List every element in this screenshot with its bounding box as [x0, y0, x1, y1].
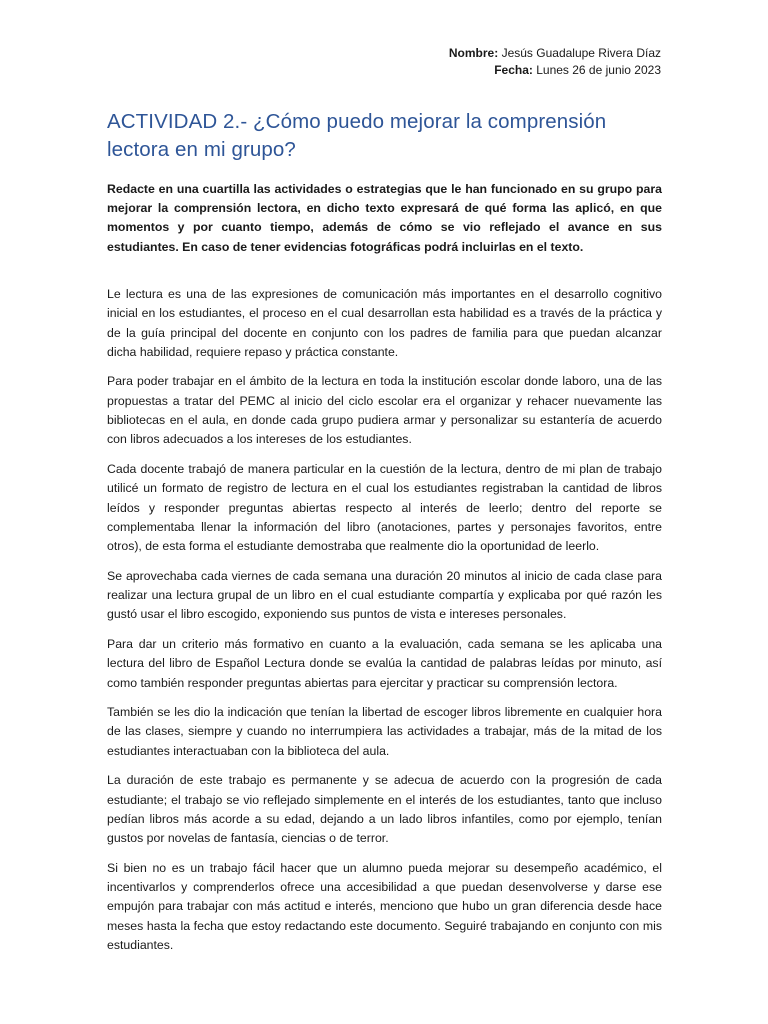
document-header	[449, 45, 661, 79]
body-paragraph: Para dar un criterio más formativo en cuanto a la evaluación, cada semana se les aplicaba una lectura del libro de Español Lectura donde se evalúa la cantidad de palabras leídas por minuto, así como también responder preguntas abiertas para ejercitar y practicar su comprensión lectora.	[107, 636, 662, 690]
body-paragraph: Se aprovechaba cada viernes de cada semana una duración 20 minutos al inicio de cada clase para realizar una lectura grupal de un libro en el cual estudiante compartía y explicaba por qué razón les gustó usar el libro escogido, exponiendo sus puntos de vista e intereses personales.	[107, 568, 662, 622]
body-paragraph: Si bien no es un trabajo fácil hacer que un alumno pueda mejorar su desempeño académico, el incentivarlos y comprenderlos ofrece una accesibilidad a que puedan desenvolverse y darse ese empujón para trabajar con más actitud e interés, menciono que hubo un gran diferencia desde hace meses hasta la fecha que estoy redactando este documento. Seguiré trabajando en conjunto con mis estudiantes.	[107, 860, 662, 952]
name-label: Nombre:	[448, 46, 499, 60]
author-line	[449, 45, 661, 62]
body-paragraph: La duración de este trabajo es permanente y se adecua de acuerdo con la progresión de cada estudiante; el trabajo se vio reflejado simplemente en el interés de los estudiantes, tanto que incluso pedían libros más acorde a su edad, dejando a un lado libros infantiles, como por ejemplo, tenían gustos por novelas de fantasía, ciencias o de terror.	[107, 773, 662, 846]
date-line	[449, 62, 661, 79]
date-value: Lunes 26 de junio 2023	[536, 63, 661, 77]
body-paragraph: Cada docente trabajó de manera particular en la cuestión de la lectura, dentro de mi plan de trabajo utilicé un formato de registro de lectura en el cual los estudiantes registraban la cantidad de libros leídos y responder preguntas abiertas respecto al interés de leerlo; dentro del reporte se complementaba llenar la información del libro (anotaciones, partes y personajes favoritos, entre otros), de esta forma el estudiante demostraba que realmente dio la oportunidad de leerlo.	[107, 461, 662, 554]
body-paragraph: También se les dio la indicación que tenían la libertad de escoger libros libremente en cualquier hora de las clases, siempre y cuando no interrumpiera las actividades a trabajar, más de la mitad de los estudiantes interactuaban con la biblioteca del aula.	[107, 705, 662, 758]
name-value: Jesús Guadalupe Rivera Díaz	[501, 46, 661, 60]
body-paragraph: Para poder trabajar en el ámbito de la lectura en toda la institución escolar donde laboro, una de las propuestas a tratar del PEMC al inicio del ciclo escolar era el organizar y rehacer nuevamente las bibliotecas en el aula, en donde cada grupo pudiera armar y personalizar su estantería de acuerdo con libros adecuados a los intereses de los estudiantes.	[107, 374, 662, 447]
date-label: Fecha:	[494, 63, 533, 77]
document-title: ACTIVIDAD 2.- ¿Cómo puedo mejorar la comprensión lectora en mi grupo?	[107, 110, 607, 161]
activity-instructions: Redacte en una cuartilla las actividades o estrategias que le han funcionado en su grupo para mejorar la comprensión lectora, en dicho texto expresará de qué forma las aplicó, en que momentos y por cuanto tiempo, además de cómo se vio reflejado el avance en sus estudiantes. En caso de tener evidencias fotográficas podrá incluirlas en el texto.	[107, 182, 662, 254]
body-paragraph: Le lectura es una de las expresiones de comunicación más importantes en el desarrollo cognitivo inicial en los estudiantes, el proceso en el cual desarrollan esta habilidad es a través de la práctica y de la guía principal del docente en conjunto con los padres de familia para que puedan alcanzar dicha habilidad, requiere repaso y práctica constante.	[107, 287, 662, 359]
document-body	[107, 285, 662, 966]
